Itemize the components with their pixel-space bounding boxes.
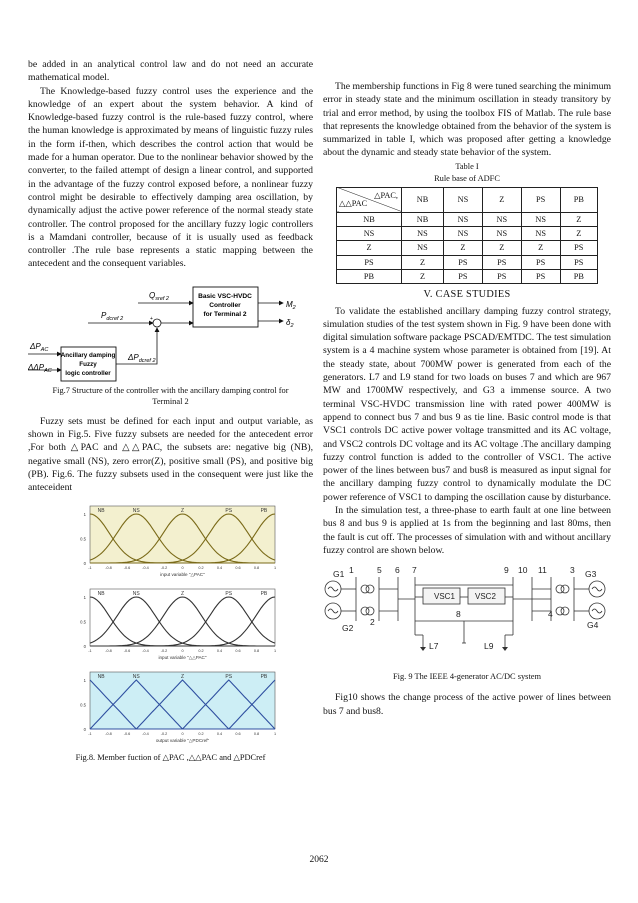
x-tick-label: 0.2 [198,648,204,653]
table-cell: Z [521,241,560,255]
x-tick-label: 0.4 [216,565,223,570]
table-cell: PS [560,255,597,269]
table-cell: Z [560,227,597,241]
signal-ddpac: $\Delta\Delta P_{AC}$ [28,362,52,374]
mf-label: PB [260,673,268,680]
table-row [337,269,598,283]
table-cell: PS [521,255,560,269]
table-cell: Z [482,241,521,255]
load-l9-label: L9 [484,641,494,652]
figure-9-diagram [323,563,611,671]
x-tick-label: 0.8 [253,731,260,736]
fuzzy-block-line2: Fuzzy [79,360,97,368]
table-cell: NS [402,241,444,255]
left-paragraph-1: be added in an analytical control law and do not need an accurate mathematical model. [28,59,313,84]
x-tick-label: 1 [273,565,277,570]
table-header-cell: PB [560,187,597,212]
table-cell: Z [443,241,482,255]
bus-9-label: 9 [504,565,509,576]
y-tick-label: 0.5 [80,702,86,708]
sum-junction [153,319,161,327]
g4-label: G4 [587,620,599,631]
signal-dpdc: $\Delta P_{dcref 2}$ [128,352,156,364]
x-tick-label: 0.8 [253,565,260,570]
signal-delta2: $\delta_2$ [286,317,294,329]
load-l9-arrow [502,647,508,651]
x-tick-label: 0 [181,731,184,736]
table-header-cell: NS [443,187,482,212]
table-header-cell: NB [402,187,444,212]
mf-label: NB [97,673,105,680]
table-header-cell: Z [482,187,521,212]
figure-7-caption: Fig.7 Structure of the controller with the ancillary damping control for Terminal 2 [52,385,289,406]
y-tick-label: 1 [83,594,86,600]
controller-block-line3: for Terminal 2 [203,310,247,318]
table-cell: PS [337,255,402,269]
table-title: Table I [455,161,479,171]
rule-base-table [336,187,598,284]
table-cell: PS [482,269,521,283]
x-tick-label: -0.4 [142,565,149,570]
mf-label: Z [180,673,185,680]
x-tick-label: -0.6 [123,731,131,736]
x-tick-label: 0.6 [235,565,241,570]
sum-plus-top: + [150,315,153,322]
sum-plus-bottom: + [156,327,159,334]
controller-block-line2: Controller [209,301,241,309]
x-axis-label: input variable "△△PAC" [158,654,207,660]
table-cell: PS [443,269,482,283]
controller-block-line1: Basic VSC-HVDC [198,292,252,300]
bus-3-label: 3 [570,565,575,576]
x-tick-label: 0.4 [216,731,223,736]
g2-label: G2 [342,623,354,634]
x-tick-label: -1 [88,731,92,736]
table-cell: NB [337,212,402,226]
bus-11-label: 11 [538,565,547,576]
x-tick-label: -0.2 [160,565,168,570]
table-cell: NS [482,212,521,226]
x-tick-label: -0.8 [105,731,112,736]
x-tick-label: 0.8 [253,648,260,653]
x-tick-label: 1 [273,648,277,653]
x-tick-label: -0.2 [160,648,168,653]
mf-label: Z [180,507,185,514]
x-tick-label: 0.2 [198,565,204,570]
figure-9-caption: Fig. 9 The IEEE 4-generator AC/DC system [392,672,541,682]
y-tick-label: 0.5 [80,619,86,625]
bus-5-label: 5 [377,565,382,576]
table-header-row [337,187,598,212]
x-tick-label: -1 [88,565,92,570]
mf-label: NB [97,507,105,514]
x-tick-label: -0.8 [105,648,112,653]
x-tick-label: 1 [273,731,277,736]
figure-7-diagram [28,285,313,383]
right-paragraph-2: To validate the established ancillary damping fuzzy control strategy, simulation studies of the test system shown in Fig. 9 have been done with digital simulation software package PSCAD/EMTDC. The test simulation system is a 4 machine system whose parameter is obtained from [19]. At the steady state, about 700MW power is generated from each of the generators. L7 and L9 stand for two loads on buses 7 and which are 967 MW and 1700MW respectively, and G3 a immense source. A two terminal VSC-HVDC transmission line with rated power 400MW is append to connect bus 7 and bus 9 as tie line. Basic control mode is that VSC1 controls DC active power voltage transmitted and its AC voltage, and VSC2 controls DC voltage and its AC voltage .The ancillary damping fuzzy control function is added to the controller of VSC1. The active power of the lines between bus7 and bus8 is measured as input signal for the ancillary damping fuzzy control to dynamically modulate the DC power reference of VSC1 to damping the oscillation cause by disturbance. [323,305,611,503]
table-cell: PS [443,255,482,269]
x-tick-label: -0.6 [123,648,131,653]
g1-label: G1 [333,569,345,580]
table-cell: PB [560,269,597,283]
x-tick-label: 0 [181,565,184,570]
mf-label: NS [132,673,140,680]
table-cell: PS [482,255,521,269]
left-paragraph-2: The Knowledge-based fuzzy control uses the experience and the knowledge of an expert about the system behavior. A kind of Knowledge-based fuzzy control is the rule-based fuzzy control, where the human knowledge is approximated by means of linguistic fuzzy rules in the form if-then, which describes the control action that would be made for a human operator. Due to the nonlinear behavior showed by the converter, to the failed attempt of design a linear control, and supported in the advantage of the fuzzy control exposed before, a nonlinear fuzzy control might be desirable to effectively damping area oscillation, by dynamically adjust the active power reference of the normal steady state controller. The control proposed for the ancillary fuzzy logic controllers is a Mamdani controller, because of it is usually used as feedback controller .The rule base represents a static mapping between the antecedent and the consequent variables. [28,85,313,270]
table-cell: NS [482,227,521,241]
fuzzy-block-line3: logic controller [65,369,111,377]
vsc1-label: VSC1 [434,592,455,602]
table-cell: NS [443,212,482,226]
bus-8-label: 8 [456,609,461,620]
bus-2-label: 2 [370,617,375,628]
x-tick-label: -0.6 [123,565,131,570]
x-tick-label: 0.2 [198,731,204,736]
table-corner-cell [337,187,402,212]
x-axis-label: output variable "△PDCref" [155,737,210,743]
table-cell: Z [402,255,444,269]
table-row [337,241,598,255]
vsc2-label: VSC2 [475,592,496,602]
table-header-cell: PS [521,187,560,212]
table-cell: Z [402,269,444,283]
y-tick-label: 1 [83,511,86,517]
signal-dpac: $\Delta P_{AC}$ [30,341,49,353]
table-cell: NS [443,227,482,241]
y-tick-label: 1 [83,677,86,683]
table-cell: PS [521,269,560,283]
x-tick-label: 0.6 [235,731,241,736]
bus-6-label: 6 [395,565,400,576]
bus-1-label: 1 [349,565,354,576]
x-tick-label: 0.4 [216,648,223,653]
signal-m2: $M_2$ [286,299,296,311]
g3-label: G3 [585,569,597,580]
left-column [28,58,313,763]
y-tick-label: 0 [83,726,86,732]
mf-label: PB [260,507,268,514]
table-corner-top: △PAC, [374,190,398,200]
table-subtitle: Rule base of ADFC [434,173,500,183]
y-tick-label: 0.5 [80,536,86,542]
section-heading: V. CASE STUDIES [423,289,511,301]
table-cell: Z [560,212,597,226]
right-paragraph-3: In the simulation test, a three-phase to earth fault at one line between bus 8 and bus 9 is applied at 1s from the beginning and last 80ms, then the fault is cut off. The processes of simulation with and without ancillary fuzzy control are shown below. [323,505,611,556]
table-cell: NB [402,212,444,226]
x-tick-label: -0.4 [142,731,149,736]
table-cell: PB [337,269,402,283]
x-tick-label: -1 [88,648,92,653]
table-cell: PS [560,241,597,255]
right-paragraph-4: Fig10 shows the change process of the active power of lines between bus 7 and bus8. [323,692,611,717]
mf-label: PB [260,590,268,597]
table-cell: NS [337,227,402,241]
figure-8-plots [28,500,313,752]
figure-9 [323,563,611,671]
table-cell: NS [521,212,560,226]
signal-q: $Q_{sref 2}$ [149,290,169,302]
fuzzy-block-line1: Ancillary damping [60,351,116,359]
table-cell: Z [337,241,402,255]
bus-4-label: 4 [548,609,553,620]
right-paragraph-1: The membership functions in Fig 8 were tuned searching the minimum error in steady state and the minimum oscillation in steady transitory by trial and error method, by using the toolbox FIS of Matlab. The rule base that represents the knowledge obtained from the behavior of the system is summarized in table I, which was proposed after getting a knowledge about the dynamic and steady state behavior of the system. [323,81,611,159]
right-column [323,80,611,718]
mf-label: PS [225,590,233,597]
left-paragraph-3: Fuzzy sets must be defined for each input and output variable, as shown in Fig.5. Five fuzzy subsets are needed for the antecedent error ,For both △PAC and △△PAC, the subsets are: negative big (NB), negative small (NS), zero error(Z), positive small (PS), and positive big (PB). Fig.6. The fuzzy subsets used in the consequent were just like the anteceident [28,415,313,494]
page-number: 2062 [309,855,329,865]
x-tick-label: -0.4 [142,648,149,653]
x-tick-label: 0 [181,648,184,653]
mf-label: NB [97,590,105,597]
y-tick-label: 0 [83,643,86,649]
bus-10-label: 10 [518,565,528,576]
signal-p: $P_{dcref 2}$ [101,310,124,322]
mf-label: PS [225,673,233,680]
table-row [337,212,598,226]
load-l7-arrow [420,647,426,651]
bus-7-label: 7 [412,565,417,576]
x-tick-label: -0.2 [160,731,168,736]
x-tick-label: -0.8 [105,565,112,570]
table-row [337,255,598,269]
mf-label: Z [180,590,185,597]
x-tick-label: 0.6 [235,648,241,653]
table-cell: NS [402,227,444,241]
table-cell: NS [521,227,560,241]
y-tick-label: 0 [83,560,86,566]
mf-label: NS [132,507,140,514]
figure-8-caption: Fig.8. Member fuction of △PAC ,△△PAC and △PDCref [75,752,266,762]
x-axis-label: input variable "△PAC" [160,571,205,577]
load-l7-label: L7 [429,641,439,652]
mf-label: PS [225,507,233,514]
table-row [337,227,598,241]
figure-8 [28,500,313,752]
table-corner-bottom: △△PAC [339,199,368,209]
mf-label: NS [132,590,140,597]
figure-7 [28,285,313,383]
